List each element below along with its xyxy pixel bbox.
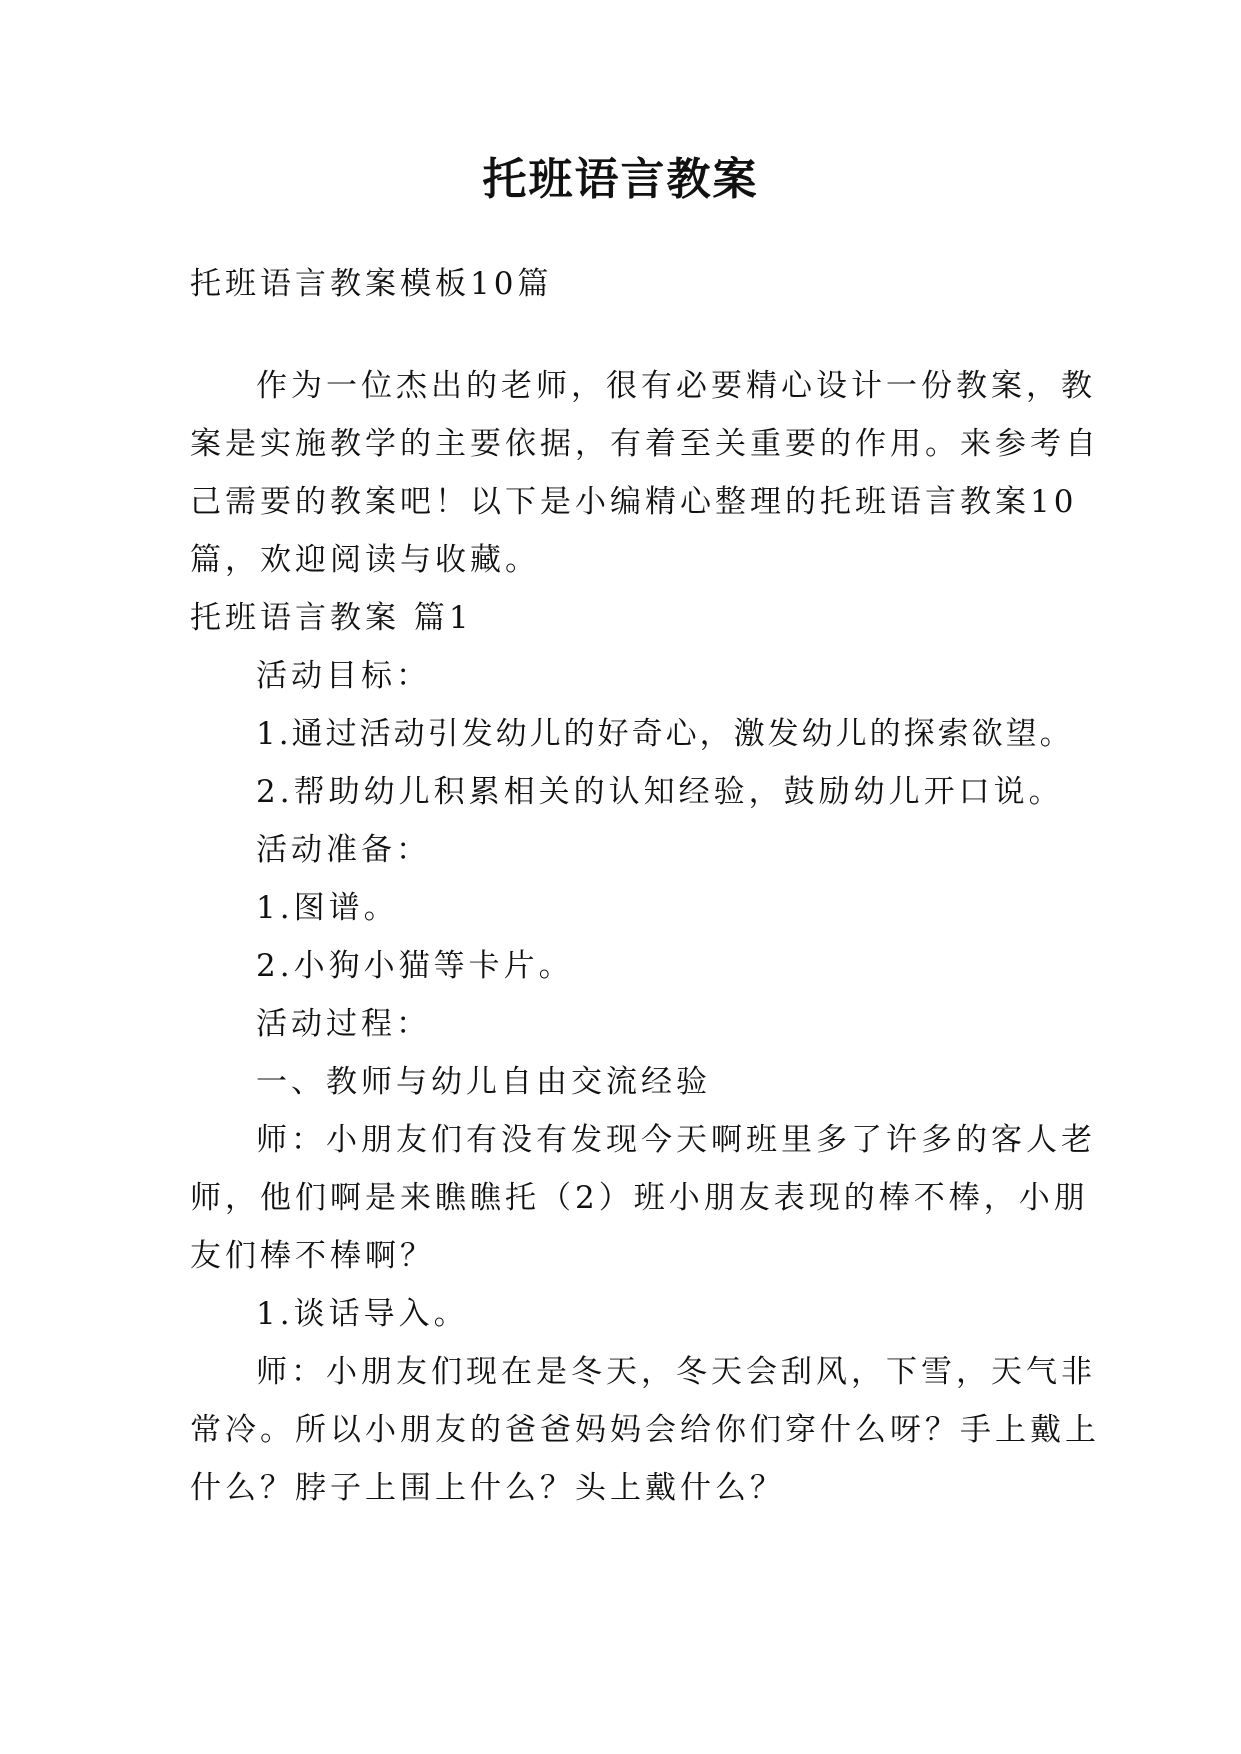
document-title: 托班语言教案 — [482, 154, 759, 205]
document-subtitle: 托班语言教案模板10篇 — [190, 266, 553, 302]
intro-line-4: 篇，欢迎阅读与收藏。 — [190, 542, 540, 578]
intro-line-1: 作为一位杰出的老师，很有必要精心设计一份教案，教 — [256, 368, 1096, 404]
teacher-line-5: 常冷。所以小朋友的爸爸妈妈会给你们穿什么呀？手上戴上 — [190, 1412, 1100, 1448]
prep-2: 2.小狗小猫等卡片。 — [256, 948, 574, 984]
step-1-heading: 一、教师与幼儿自由交流经验 — [256, 1064, 711, 1100]
goals-heading: 活动目标： — [256, 658, 431, 694]
goal-2: 2.帮助幼儿积累相关的认知经验，鼓励幼儿开口说。 — [256, 774, 1064, 810]
intro-talk: 1.谈话导入。 — [256, 1296, 469, 1332]
prep-1: 1.图谱。 — [256, 890, 399, 926]
teacher-line-6: 什么？脖子上围上什么？头上戴什么？ — [190, 1470, 785, 1506]
intro-line-3: 己需要的教案吧！以下是小编精心整理的托班语言教案10 — [190, 484, 1078, 520]
section-heading: 托班语言教案 篇1 — [190, 600, 473, 636]
process-heading: 活动过程： — [256, 1006, 431, 1042]
goal-1: 1.通过活动引发幼儿的好奇心，激发幼儿的探索欲望。 — [256, 716, 1074, 752]
teacher-line-3: 友们棒不棒啊？ — [190, 1238, 435, 1274]
teacher-line-1: 师：小朋友们有没有发现今天啊班里多了许多的客人老 — [256, 1122, 1096, 1158]
teacher-line-2: 师，他们啊是来瞧瞧托（2）班小朋友表现的棒不棒，小朋 — [190, 1180, 1089, 1216]
prep-heading: 活动准备： — [256, 832, 431, 868]
teacher-line-4: 师：小朋友们现在是冬天，冬天会刮风，下雪，天气非 — [256, 1354, 1096, 1390]
intro-line-2: 案是实施教学的主要依据，有着至关重要的作用。来参考自 — [190, 426, 1100, 462]
